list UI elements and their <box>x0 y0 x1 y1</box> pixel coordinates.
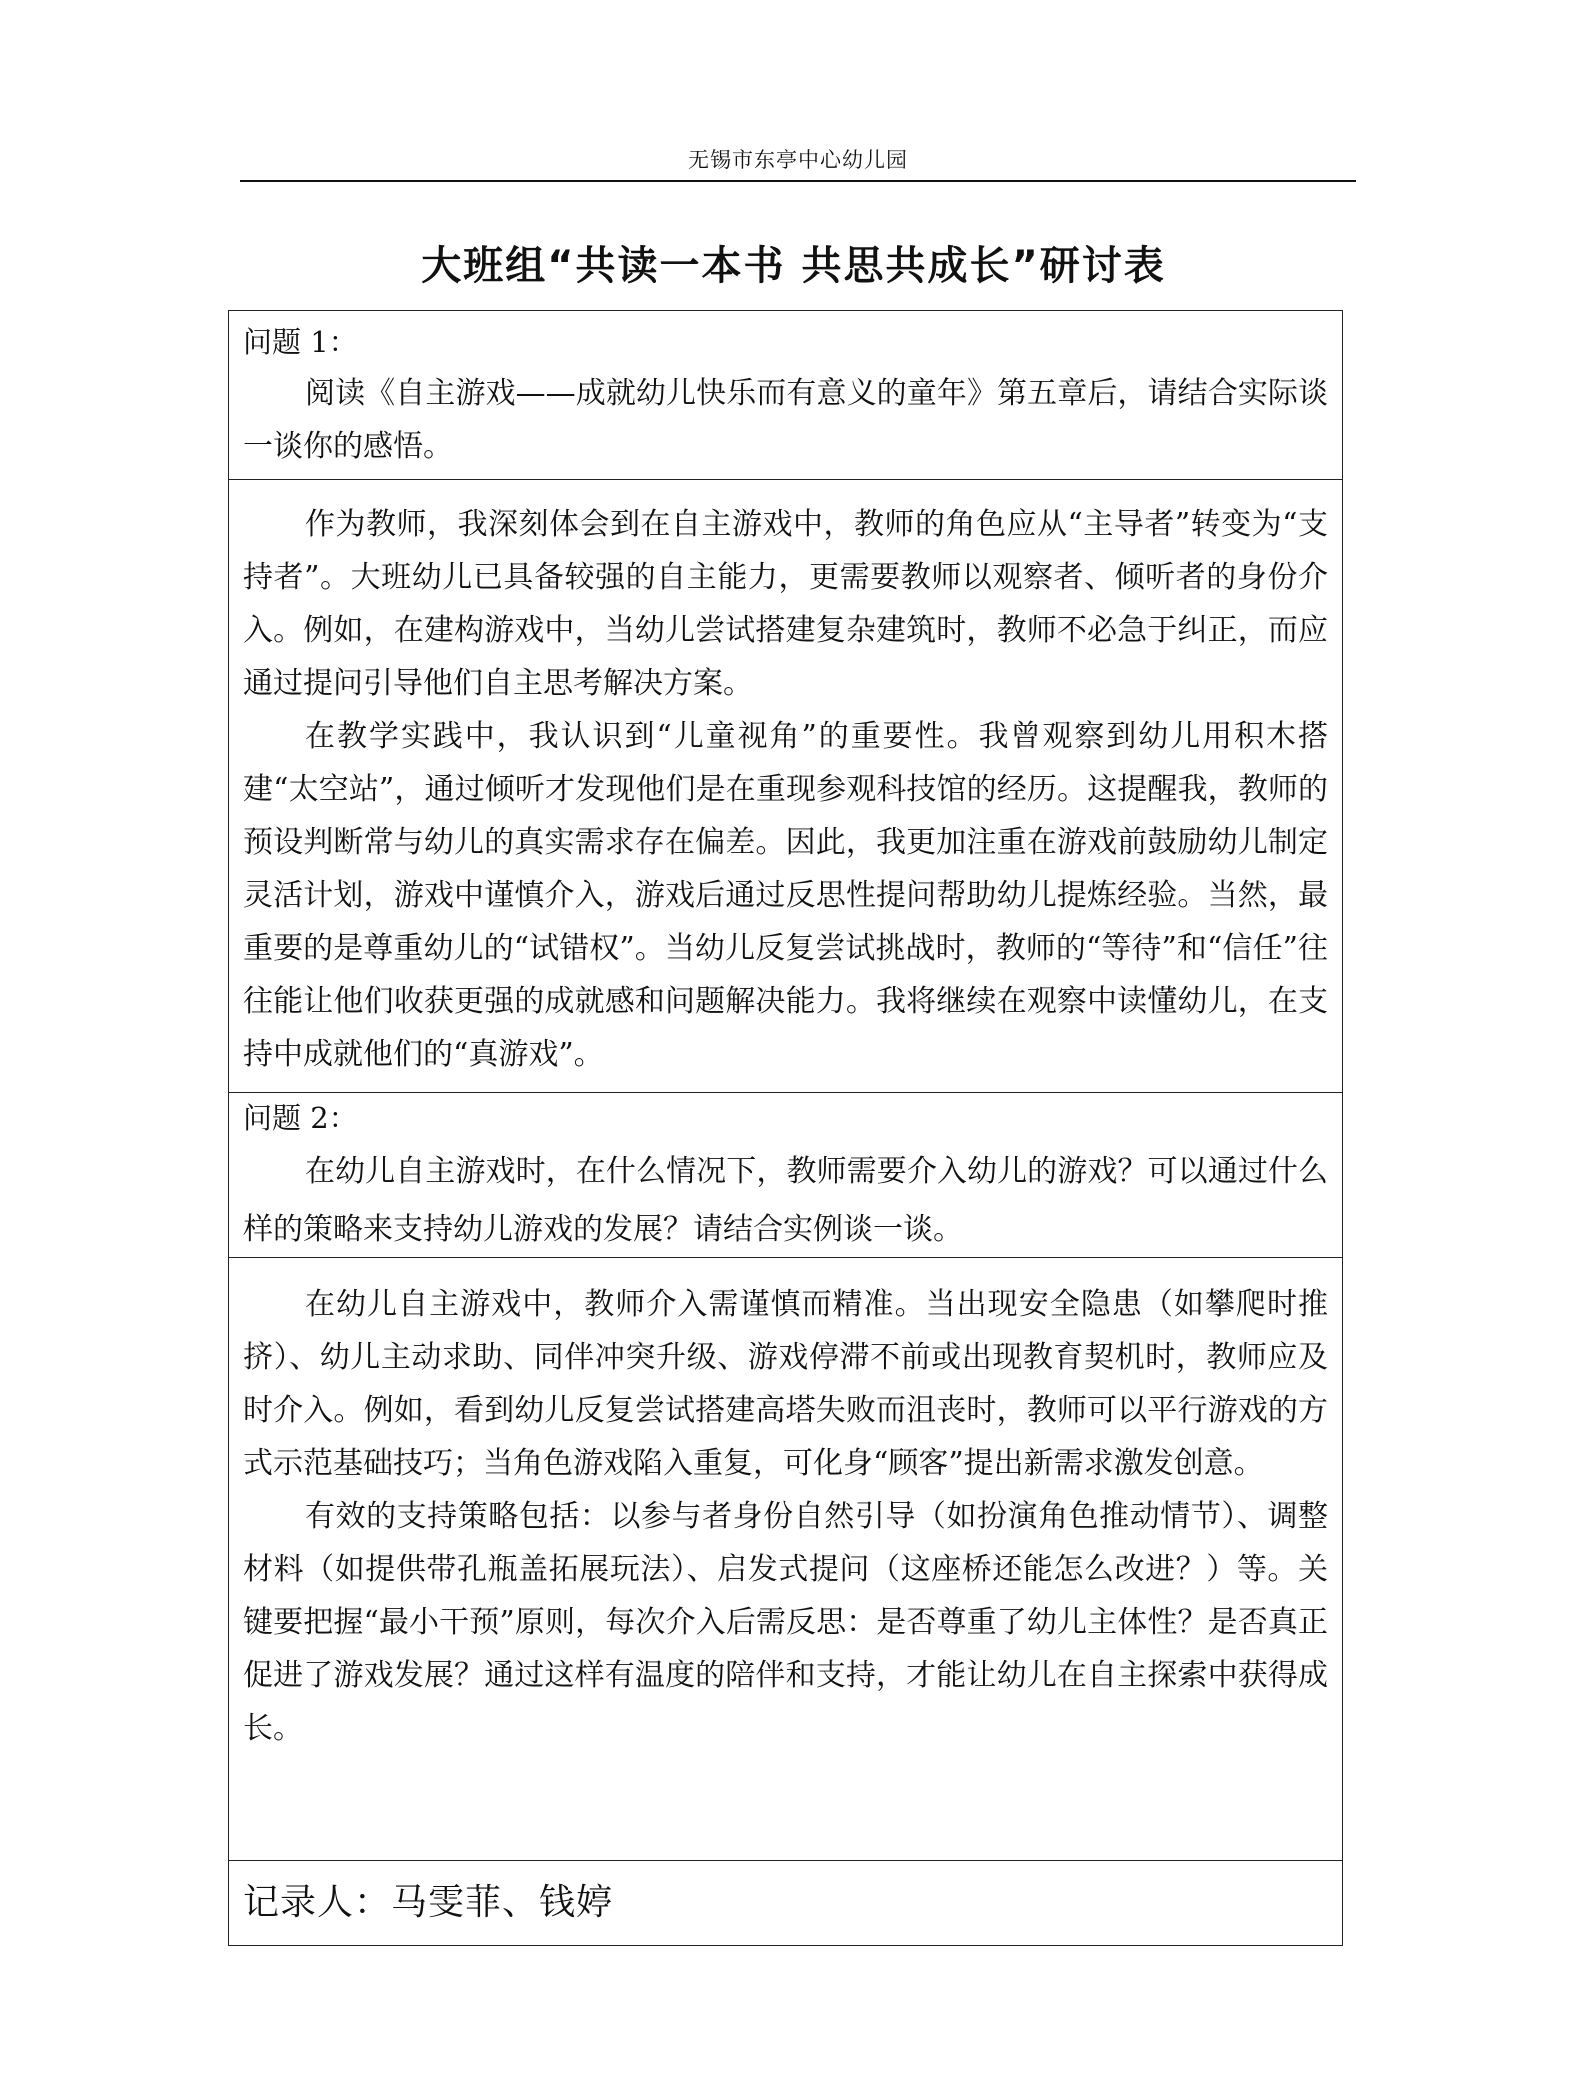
question-2-row <box>229 1093 1342 1258</box>
question-1-row <box>229 311 1342 480</box>
answer-1-paragraph: 在教学实践中，我认识到“儿童视角”的重要性。我曾观察到幼儿用积木搭建“太空站”，通过倾听才发现他们是在重现参观科技馆的经历。这提醒我，教师的预设判断常与幼儿的真实需求存在偏差。因此，我更加注重在游戏前鼓励幼儿制定灵活计划，游戏中谨慎介入，游戏后通过反思性提问帮助幼儿提炼经验。当然，最重要的是尊重幼儿的“试错权”。当幼儿反复尝试挑战时，教师的“等待”和“信任”往往能让他们收获更强的成就感和问题解决能力。我将继续在观察中读懂幼儿，在支持中成就他们的“真游戏”。 <box>243 719 1328 1072</box>
answer-1-paragraph: 作为教师，我深刻体会到在自主游戏中，教师的角色应从“主导者”转变为“支持者”。大班幼儿已具备较强的自主能力，更需要教师以观察者、倾听者的身份介入。例如，在建构游戏中，当幼儿尝试搭建复杂建筑时，教师不必急于纠正，而应通过提问引导他们自主思考解决方案。 <box>243 507 1328 701</box>
answer-1-row <box>229 480 1342 1093</box>
question-2-label: 问题 2： <box>243 1101 358 1135</box>
page-header-org: 无锡市东亭中心幼儿园 <box>688 148 908 172</box>
header-divider <box>240 180 1356 182</box>
question-1-text: 阅读《自主游戏——成就幼儿快乐而有意义的童年》第五章后，请结合实际谈一谈你的感悟。 <box>243 376 1328 464</box>
question-2-text: 在幼儿自主游戏时，在什么情况下，教师需要介入幼儿的游戏？可以通过什么样的策略来支持幼儿游戏的发展？请结合实例谈一谈。 <box>243 1154 1328 1247</box>
answer-2-row <box>229 1258 1342 1861</box>
recorder-text: 记录人：马雯菲、钱婷 <box>243 1882 614 1923</box>
answer-2-paragraph: 在幼儿自主游戏中，教师介入需谨慎而精准。当出现安全隐患（如攀爬时推挤）、幼儿主动求助、同伴冲突升级、游戏停滞不前或出现教育契机时，教师应及时介入。例如，看到幼儿反复尝试搭建高塔失败而沮丧时，教师可以平行游戏的方式示范基础技巧；当角色游戏陷入重复，可化身“顾客”提出新需求激发创意。 <box>243 1287 1328 1481</box>
document-title: 大班组“共读一本书 共思共成长”研讨表 <box>421 243 1166 289</box>
discussion-table <box>228 310 1343 1946</box>
recorder-row <box>229 1861 1342 1945</box>
answer-2-paragraph: 有效的支持策略包括：以参与者身份自然引导（如扮演角色推动情节）、调整材料（如提供带孔瓶盖拓展玩法）、启发式提问（这座桥还能怎么改进？）等。关键要把握“最小干预”原则，每次介入后需反思：是否尊重了幼儿主体性？是否真正促进了游戏发展？通过这样有温度的陪伴和支持，才能让幼儿在自主探索中获得成长。 <box>243 1499 1328 1746</box>
question-1-label: 问题 1： <box>243 325 358 359</box>
